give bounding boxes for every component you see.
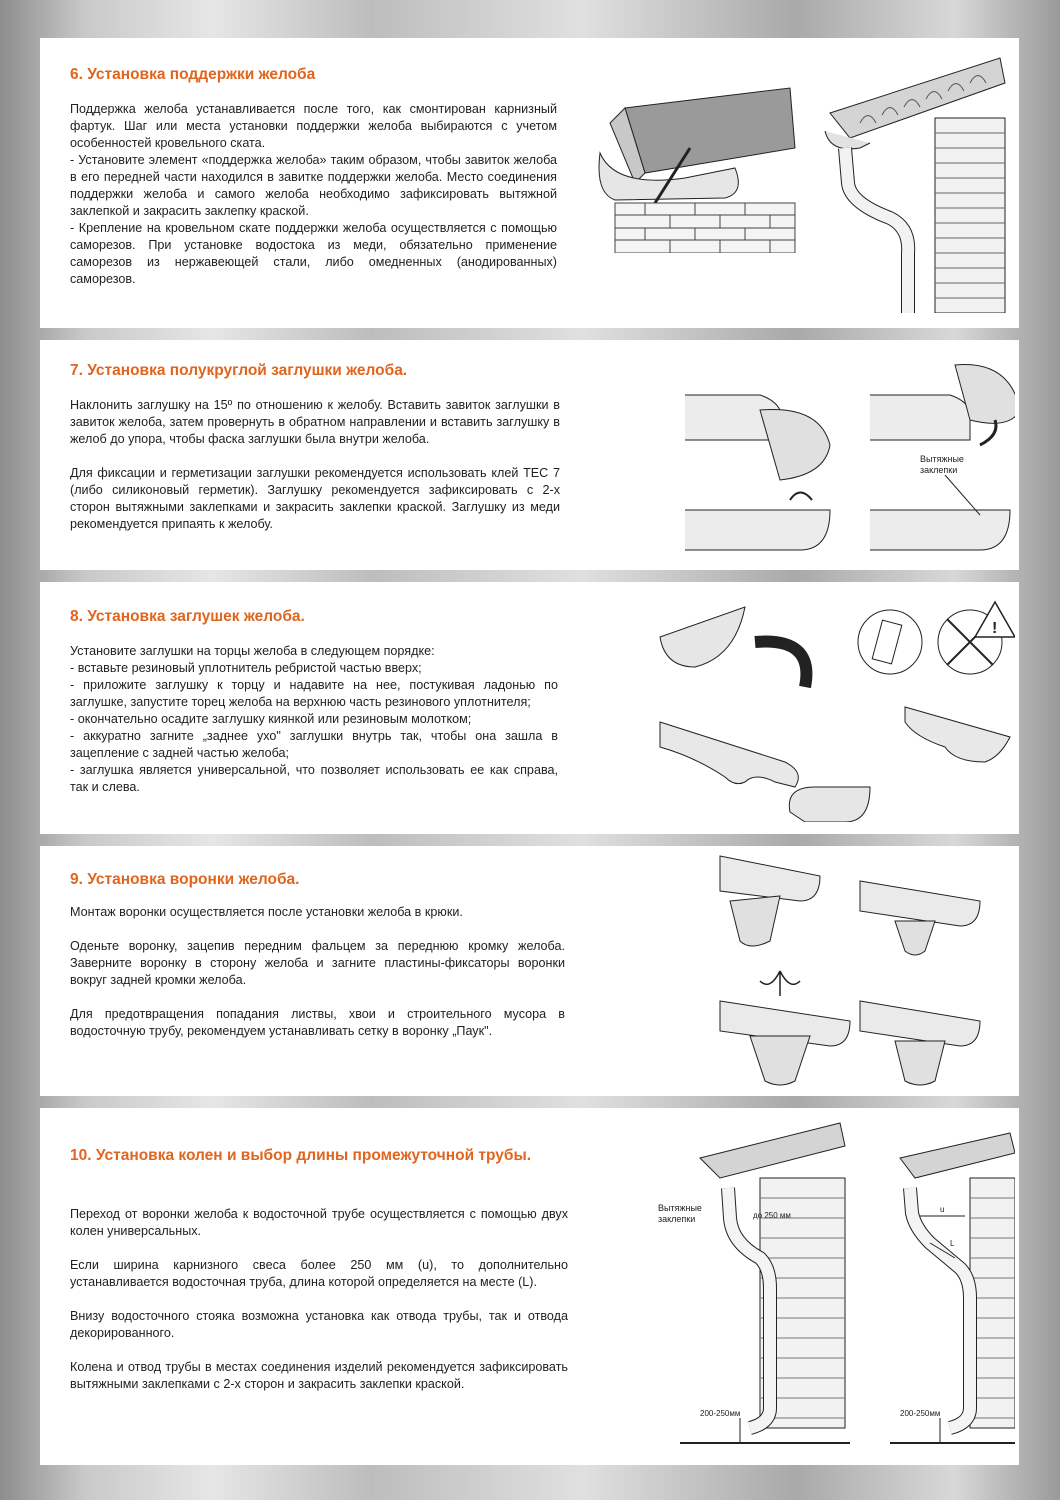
section-9-title: 9. Установка воронки желоба. [70, 871, 300, 888]
paragraph: - вставьте резиновый уплотнитель ребристой частью вверх; [70, 661, 422, 675]
rivets-label-line-1: Вытяжные [920, 454, 964, 464]
section-6-title: 6. Установка поддержки желоба [70, 66, 316, 83]
paragraph: Установите заглушки на торцы желоба в следующем порядке: [70, 644, 435, 658]
ground-gap-right-label: 200-250мм [900, 1409, 941, 1418]
svg-text:!: ! [992, 620, 998, 637]
downpipe-elbows-illustration [610, 1118, 1015, 1458]
paragraph: - окончательно осадите заглушку киянкой или резиновым молотком; [70, 712, 472, 726]
section-8-panel [40, 582, 1019, 834]
paragraph: Оденьте воронку, зацепив передним фальцем за переднюю кромку желоба. Заверните воронку в сторону желоба и загните пластины-фиксаторы воронки вокруг задней кромки желоба. [70, 939, 565, 987]
end-cap-illustration [680, 350, 1015, 560]
paragraph: - заглушка является универсальной, что позволяет использовать ее как справа, так и слева. [70, 763, 558, 794]
section-6-panel [40, 38, 1019, 328]
section-7-title: 7. Установка полукруглой заглушки желоба. [70, 362, 408, 379]
L-dimension-label: L [950, 1239, 955, 1248]
paragraph: - аккуратно загните „заднее ухо" заглушки внутрь так, чтобы она зашла в зацепление с задней частью желоба; [70, 729, 558, 760]
paragraph: - Установите элемент «поддержка желоба» таким образом, чтобы завиток желоба в его передней части находился в завитке поддержки желоба. Место соединения поддержки желоба и самого желоба необходимо зафиксировать вытяжной заклепкой и закрасить заклепку краской. [70, 153, 557, 218]
rivets-label-line-2: заклепки [658, 1214, 696, 1224]
section-10-text [70, 1206, 568, 1393]
gutter-outlet-illustration [710, 851, 1015, 1091]
paragraph: Колена и отвод трубы в местах соединения изделий рекомендуется зафиксировать вытяжными заклепками с 2-х сторон и закрасить заклепки краской. [70, 1360, 568, 1391]
paragraph: Если ширина карнизного свеса более 250 мм (u), то дополнительно устанавливается водосточная труба, длина которой определяется на месте (L). [70, 1258, 568, 1289]
rivets-label-line-1: Вытяжные [658, 1203, 702, 1213]
rivets-label-line-2: заклепки [920, 465, 958, 475]
paragraph: Для предотвращения попадания листвы, хвои и строительного мусора в водосточную трубу, рекомендуем устанавливать сетку в воронку „Паук". [70, 1007, 565, 1038]
u-dimension-label: u [940, 1205, 945, 1214]
paragraph: - Крепление на кровельном скате поддержки желоба осуществляется с помощью саморезов. При установке водостока из меди, обязательно применение саморезов из нержавеющей стали, либо омедненных (анодированных) саморезов. [70, 221, 557, 286]
paragraph: Наклонить заглушку на 15º по отношению к желобу. Вставить завиток заглушки в завиток желоба, затем провернуть в обратном направлении и вставить заглушку в желоб до упора, чтобы фаска заглушки была внутри желоба. [70, 398, 560, 446]
section-9-text [70, 904, 565, 1040]
paragraph: Для фиксации и герметизации заглушки рекомендуется использовать клей ТЕС 7 (либо силиконовый герметик). Заглушку рекомендуется зафиксировать с 2-х сторон вытяжными заклепками и закрасить заклепки краской. Заглушку из меди рекомендуется припаять к желобу. [70, 466, 560, 531]
section-7-text [70, 397, 560, 533]
ground-gap-left-label: 200-250мм [700, 1409, 741, 1418]
downpipe-wall-illustration [820, 53, 1010, 313]
gutter-support-illustration [595, 78, 805, 253]
paragraph: Монтаж воронки осуществляется после установки желоба в крюки. [70, 905, 463, 919]
section-10-panel [40, 1108, 1019, 1465]
section-8-text [70, 643, 558, 796]
paragraph: Внизу водосточного стояка возможна установка как отвода трубы, так и отвода декорированного. [70, 1309, 568, 1340]
section-7-panel [40, 340, 1019, 570]
section-6-text [70, 101, 557, 288]
section-10-title: 10. Установка колен и выбор длины промежуточной трубы. [70, 1147, 531, 1164]
section-9-panel [40, 846, 1019, 1096]
max-overhang-label: до 250 мм [753, 1211, 791, 1220]
gutter-end-cap-illustration [655, 597, 1015, 822]
paragraph: Переход от воронки желоба к водосточной трубе осуществляется с помощью двух колен универсальных. [70, 1207, 568, 1238]
section-8-title: 8. Установка заглушек желоба. [70, 608, 305, 625]
paragraph: Поддержка желоба устанавливается после того, как смонтирован карнизный фартук. Шаг или места установки поддержки желоба выбираются с учетом особенностей кровельного ската. [70, 102, 557, 150]
paragraph: - приложите заглушку к торцу и надавите на нее, постукивая ладонью по заглушке, запустите торец желоба на верхнюю часть резинового уплотнителя; [70, 678, 558, 709]
